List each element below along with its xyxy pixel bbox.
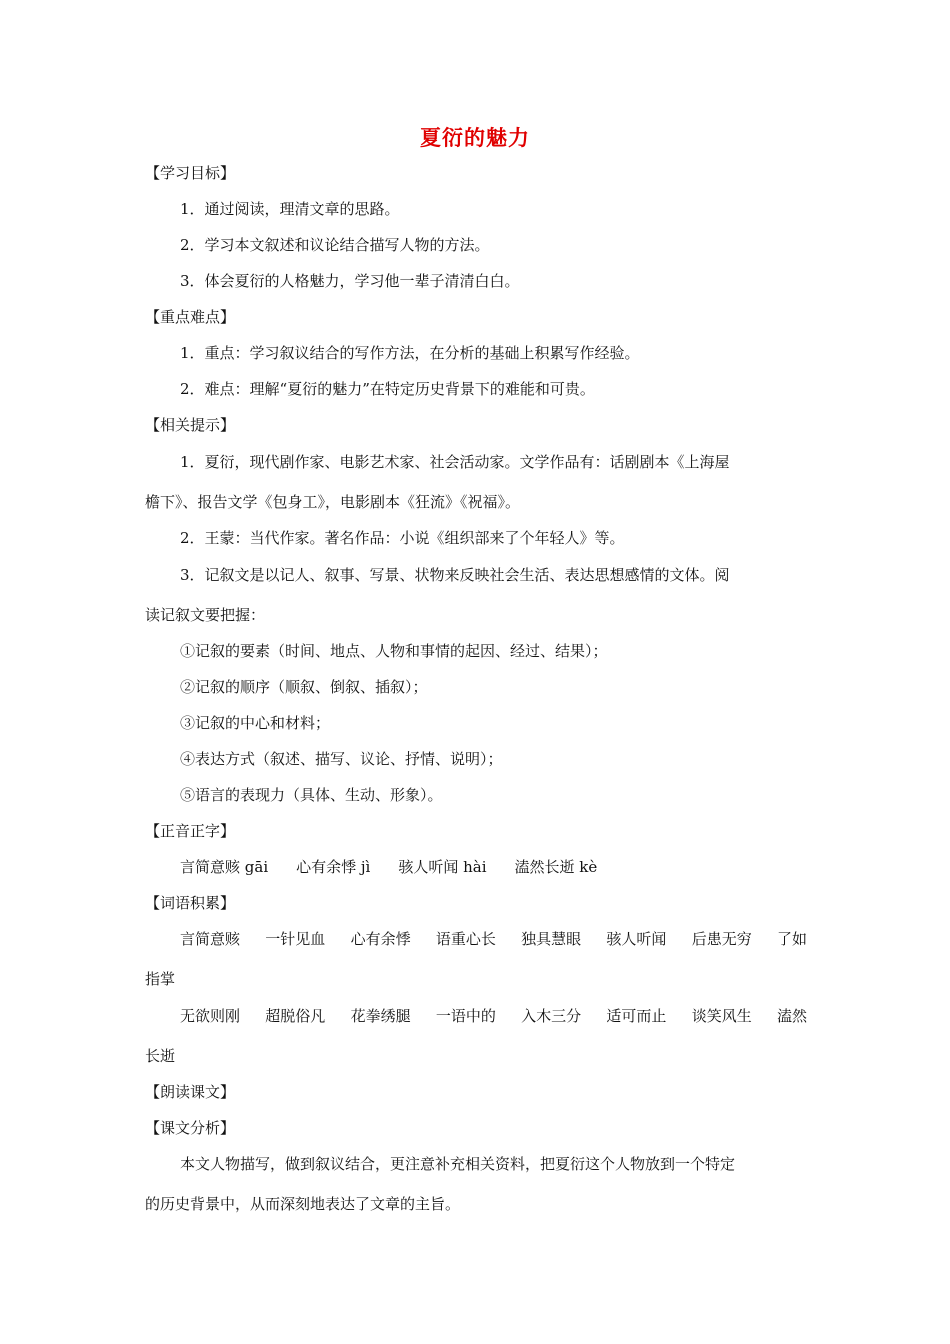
vocabulary-word: 入木三分	[521, 1007, 582, 1025]
key-point-item: 2．难点：理解“夏衍的魅力”在特定历史背景下的难能和可贵。	[180, 380, 595, 398]
section-heading-analysis: 【课文分析】	[145, 1119, 236, 1137]
hint-paragraph-3-cont: 读记叙文要把握：	[145, 606, 266, 624]
section-heading-hints: 【相关提示】	[145, 416, 236, 434]
hint-paragraph-1: 1．夏衍，现代剧作家、电影艺术家、社会活动家。文学作品有：话剧剧本《上海屋	[180, 453, 730, 471]
hint-paragraph-3: 3．记叙文是以记人、叙事、写景、状物来反映社会生活、表达思想感情的文体。阅	[180, 566, 730, 584]
goal-item: 1．通过阅读，理清文章的思路。	[180, 200, 400, 218]
vocabulary-word: 一语中的	[435, 1007, 496, 1025]
vocabulary-word: 适可而止	[606, 1007, 667, 1025]
hint-paragraph-2: 2．王蒙：当代作家。著名作品：小说《组织部来了个年轻人》等。	[180, 529, 625, 547]
page-title: 夏衍的魅力	[420, 126, 530, 150]
hint-list-item: ⑤语言的表现力（具体、生动、形象）。	[180, 786, 443, 804]
vocabulary-word: 无欲则刚	[180, 1007, 241, 1025]
pronunciation-word: 言简意赅 gāi	[180, 858, 269, 876]
pronunciation-word: 溘然长逝 kè	[514, 858, 598, 876]
vocabulary-row-1	[180, 929, 807, 949]
vocabulary-word: 谈笑风生	[691, 1007, 752, 1025]
analysis-paragraph: 本文人物描写，做到叙议结合，更注意补充相关资料，把夏衍这个人物放到一个特定	[180, 1155, 736, 1173]
vocabulary-row-2-cont: 长逝	[145, 1047, 176, 1065]
goal-item: 2．学习本文叙述和议论结合描写人物的方法。	[180, 236, 490, 254]
vocabulary-word: 骇人听闻	[606, 930, 667, 948]
hint-list-item: ③记叙的中心和材料；	[180, 714, 331, 732]
vocabulary-word: 言简意赅	[180, 930, 241, 948]
vocabulary-word: 后患无穷	[691, 930, 752, 948]
hint-list-item: ④表达方式（叙述、描写、议论、抒情、说明）；	[180, 750, 503, 768]
vocabulary-word: 溘然	[776, 1007, 807, 1025]
vocabulary-word: 了如	[776, 930, 807, 948]
section-heading-key-points: 【重点难点】	[145, 308, 236, 326]
vocabulary-row-1-cont: 指掌	[145, 970, 176, 988]
section-heading-vocabulary: 【词语积累】	[145, 894, 236, 912]
analysis-paragraph-cont: 的历史背景中，从而深刻地表达了文章的主旨。	[145, 1195, 461, 1213]
vocabulary-word: 花拳绣腿	[350, 1007, 411, 1025]
hint-list-item: ①记叙的要素（时间、地点、人物和事情的起因、经过、结果）；	[180, 642, 608, 660]
goal-item: 3．体会夏衍的人格魅力，学习他一辈子清清白白。	[180, 272, 520, 290]
pronunciation-word: 心有余悸 jì	[296, 858, 371, 876]
pronunciation-word: 骇人听闻 hài	[398, 858, 487, 876]
vocabulary-word: 一针见血	[265, 930, 326, 948]
section-heading-pronunciation: 【正音正字】	[145, 822, 236, 840]
vocabulary-word: 语重心长	[435, 930, 496, 948]
vocabulary-row-2	[180, 1006, 807, 1026]
vocabulary-word: 心有余悸	[350, 930, 411, 948]
hint-list-item: ②记叙的顺序（顺叙、倒叙、插叙）；	[180, 678, 428, 696]
key-point-item: 1．重点：学习叙议结合的写作方法，在分析的基础上积累写作经验。	[180, 344, 640, 362]
vocabulary-word: 独具慧眼	[521, 930, 582, 948]
pronunciation-row	[180, 857, 597, 877]
section-heading-goals: 【学习目标】	[145, 164, 236, 182]
hint-paragraph-1-cont: 檐下》、报告文学《包身工》，电影剧本《狂流》《祝福》。	[145, 493, 521, 511]
vocabulary-word: 超脱俗凡	[265, 1007, 326, 1025]
section-heading-reading: 【朗读课文】	[145, 1083, 236, 1101]
